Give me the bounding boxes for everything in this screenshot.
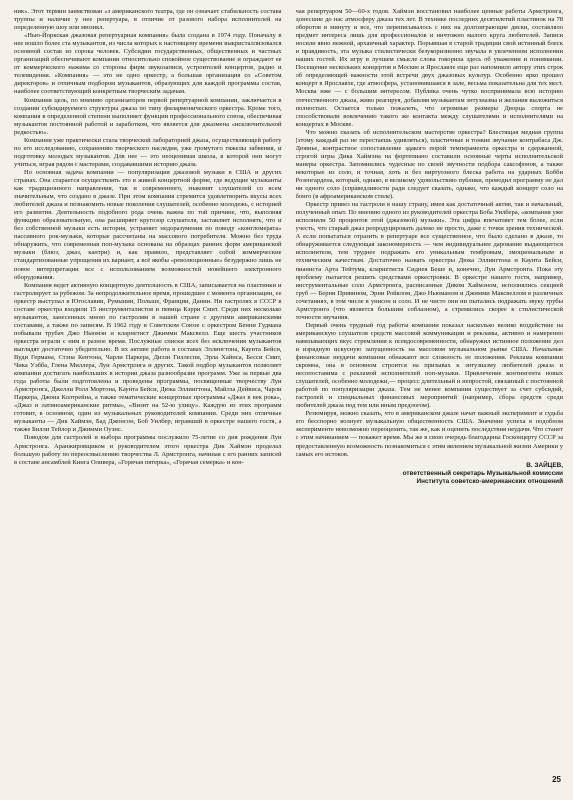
author-signature <box>296 462 564 486</box>
article-paragraph: Компания уже практически стала творческой лабораторией джаза, осуществляющей работу по его исследованию, сохранению творческого наследия, уже громутого тяжелы забвения, и подготовку молодых музыкантов. Для нее — это неоценимая школа, в которой они могут учиться, играя рядом с мастерами, создававшими историю джаза. <box>14 136 282 168</box>
page-number: 25 <box>552 775 561 784</box>
article-paragraph: чая репертуаром 50—60-х годов. Хаймэн восстановил наиболее ценные работы Армстронга, донесшие до нас атмосферу джаза тех лет. В технике последних десятилетий пластинок на 78 оборотов в минуту и все, что переписывалось с них на долгоиграющие диски, составляло предмет интереса лишь для профессионалов и ничтожно малого круга любителей. Записи носили явно нежной, архаичный характер. Порывшая в старой традиции свой истинный блеск и правдивость, эта музыка стилистически безукоризненно звучала в увлеченном исполнении наших гостей. Их игру в лучшем смысле слова говорила здесь об уважении и понимании. Посещение нескольких концертов в Москве и Ярославле еще раз напомнило автору этих строк об определяющей важности этой встречи двух джазовых культур. Особенно ярко прошел концерт в Ярославле, где атмосфера, установившаяся в зале, весьма показательна для тех мест. Москва иже — с большим интересом. Публика очень чутко воспринимала всю историю отечественного джаза, живо реагируя, добавляя музыкантам энтузиазма и желания выложиться полностью. Остается только пожалеть, что огромные размеры Дворца спорта не способствовали вовлечению такого же контакта между слушателями и исполнителями на концертах в Москве. <box>295 8 563 128</box>
article-paragraph: «Нью-Йоркская джазовая репертуарная компания» была создана в 1974 году. Поначалу в нее вошло более ста музыкантов, из числа которых к настоящему времени выкристаллизовался основной состав из сорока человек. Субсидии государственных, общественных и частных организаций обеспечивают компании относительно спокойное существование и ограждают ее от коммерческого нажима со стороны фирм звукозаписи, устроителей концертов, радио и телевидения. «Компания» — это не одно оркестр, а большая организация со «Советом директоров» и отличным подбором музыкантов, образующих для каждой программы состав, наиболее соответствующий конкретным творческим задачам. <box>14 32 282 96</box>
article-paragraph: Оркестр привез на гастроли в нашу страну, имея как достаточный актив, так и начальный, полученный опыт. По мнению одного из руководителей оркестра Боба Уилбера, «компания уже исполнили 50 процентов этой (джазовой) музыки». Эта цифра впечатляет тем более, если учесть, что старый джаз репродуцировать далеко не просто, даже с точки зрения технической. А если попытаться отразить в репертуаре все существенное, что было сделано в джазе, то обнаруживается следующая закономерность — чем индивидуальнее дарование выдающегося исполнителя, тем труднее подражать его уникальным тембровым, эмоциональным и техническим качествам. Достаточно назвать оркестры Дюка Эллингтона и Каунта Бейси, пианиста Арта Тейтума, кларнетиста Сиднея Беше и, конечно, Луи Армстронга. Пока эту проблему пытается решить средствами оркестровки. В оркестре нашего гостя, например, инструментальные соло Армстронга, расписанные Диком Хаймэном, исполнялись секцией труб — Берни Привином, Эрни Ройялом, Джо Ньюманом и Джимми Максвеллом в различных сочетаниях, в том числе в унисон и соло. И не чисто они ни пытались подражать звуку трубы Армстронга (что является большим соблазном), а стремились скорее к стилистической точности звучания. <box>295 201 563 321</box>
article-paragraph: ник». Этот термин заимствован «з американского театра, где он означает стабильность состава труппы и наличие у нее репертуара, в отличие от разового набора исполнителей на определенную шоу или мюзикл. <box>14 8 282 32</box>
article-paragraph: Поводом для гастролей и выбора программы послужило 75-летие со дня рождения Луи Армстронга. Аранжировщиком и руководителем этого оркестра Дик Хаймэн проделал большую работу по переосмыслению творчества Л. Армстронга, начиная с его ранних записей в составе ансамблей Кинга Оливера, «Горячая пятерка», «Горячая семерка» и кон- <box>14 434 282 466</box>
article-paragraph: Что можно сказать об исполнительском мастерстве оркестра? Блестящая медная группа (этому каждый раз не перестаешь удивляться), пластичные и тонкие звучание контрабаса Дж. Дювнье, контрастное сопоставление эдакого порой темперамента оркестра и сдержанной, строгой игры Дика Хаймэна на фортепиано составили основные черты исполнительской манеры оркестра. Запомнились чудесные по своей звучности подбора саксофонов, а также некоторые из соло, и точная, хоть и без виртуозного блеска работа на ударных Бобби Розенгардена, который, однако, в великому удовольствию публики, проводил программу не дал ни одного соло (справедливости ради следует сказать, однако, что каждый концерт соло на бонго (в афроамериканском стиле). <box>295 128 563 201</box>
right-column-paragraphs <box>296 8 564 459</box>
article-paragraph: Первый очень трудный год работы компании показал насколько велико воздействие на американскую слушателя средств массовой коммуникации и рекламы, активно и намеренно навязывающих вкус стремления к псевдосовременности, обнаружил истинное положение дел и изрядную искусную запущенность на массовом музыкальном рынке США. Начальные финансовые неудачи компании обнажают все сложность ее положения. Реклама компании скромна, она в основном строится на призывах к энтузиазму любителей джаза и несопоставима с рекламой исполнителей поп-музыки. Привлечение контингента новых слушателей, особенно молодежи,— процесс длительный и непростой, связанный с постоянной работой по популяризации джаза. Тем не менее компания существует за счет субсидий, гастролей и специальных финансовых мероприятий (например, сбора средств среди любителей джаза под тем или иным предлогом). <box>295 321 563 410</box>
author-organization: Института советско-американских отношений <box>416 477 563 485</box>
article-paragraph: Компания цель, по мнению организаторов первой репертуарной компании, заключается в создании субсидируемого структуры джаза по типу филармонического оркестра. Кроме того, компания в определенной степени выполняет функции профессионального союза, обеспечивая музыкантов постоянной работой и заработком, что является для джазмена «исключительной редкостью». <box>14 96 282 136</box>
author-name: В. ЗАЙЦЕВ, <box>526 461 563 469</box>
article-body <box>14 8 563 708</box>
article-paragraph: Резюмируя, можно сказать, что в американском джазе начат важный эксперимент и судьба его бесспорно волнует музыкальную общественность США. Значение успеха в подобном эксперименте невозможно переоценить, так же, как и оценить последствия неудачи. Что станет с этим начинанием — покажет время. Мы же в свою очередь благодарны Госконцерту СССР за предоставленную возможность познакомиться с этим явлением музыкальной жизни Америки у самых его истоков. <box>295 410 563 458</box>
author-position: ответственный секретарь Музыкальной комиссии <box>402 469 563 477</box>
article-column-left <box>14 8 282 708</box>
article-paragraph: Но основная задача компании — популяризация джазовой музыки в США и других странах. Она старается осуществлять это в живой концертной форме, где ведущие музыканты как традиционного направления, так и современного, знакомят слушателей со всем значительным, что создано в джазе. При этом компания стремится удовлетворить вкусы всех любителей джаза и познакомить новые поколения слушателей, особенно молодежь, с историей его развития. Деятельность подобного рода очень важна по той причине, что, выполняя функцию образовательную, она расширяет кругозор слушателя, заставляет исполнять, что и без собственной музыки есть история, устраняет недоразумения по поводу «конгломерата» пассивного рок-музыки, которые рассчитаны на массового потребителя. Можно без труда обнаружить, что современная поп-музыка основана на образцах ранних форм американской музыки (блюз, джаз, кантри) и, как правило, представляет собой коммерческие стандартизованные упрощения их вариант, а всё якобы «революционные» безудержно лишь не повое интерпретации все с использованием возможностей новейшего электронного оборудования. <box>14 168 282 281</box>
article-paragraph: Компания ведет активную концертную деятельность в США, записывается на пластинки и гастролирует за рубежом. За непродолжительное время, прошедшее с момента организации, ее оркестр выступал в Югославии, Румынии, Польше, Франции, Дании. Ни гастролях в СССР в составе оркестра входили 15 инструменталистов и певица Кэрри Смит. Среди них несколько музыкантов, занесенных мною по гастролям в нашей стране с другими американскими составами, а также по записям. В 1962 году в Советском Союзе с оркестром Бенни Гудмана побывали трубач Джо Ньюмэн и кларнетист Джимми Максвелл. Еще шесть участников оркестра играли с ним в разное время. Послужные списки всех без исключения музыкантов выглядят достаточно убедительно. В их активе работа в составах Эллингтона, Каунта Бейси, Вуди Германа, Стэна Кентона, Чарли Паркера, Диззи Гиллеспи, Эрла Хайнса, Бесси Смит, Чика Уэбба, Глена Миллера, Луи Армстронга и других. Такой подбор музыкантов позволяет компании достигать наибольших в истории джаза разнообразие программ. Уже за первые два года работы были подготовлены и проведены программы, посвященные творчеству Луи Армстронга, Джелли Ролл Мортона, Каунта Бейси, Дюка Эллингтона, Майлза Дейвиса, Чарли Паркера, Джона Колтрейна, а также тематические концертные программы «Джаз в век рока», «Джаз и латиноамериканские ритмы», «Визит на 52-ю улицу». Каждую из этих программ готовит, в основном, один из музыкальных руководителей компании. Среди них отличные музыканты — Дик Хаймэн, Бад Джонсон, Боб Уилбер, игравший в оркестре нашего гостя, а также Билли Тейлор и Джимми Оуэнс. <box>14 281 282 434</box>
article-column-right <box>296 8 564 708</box>
